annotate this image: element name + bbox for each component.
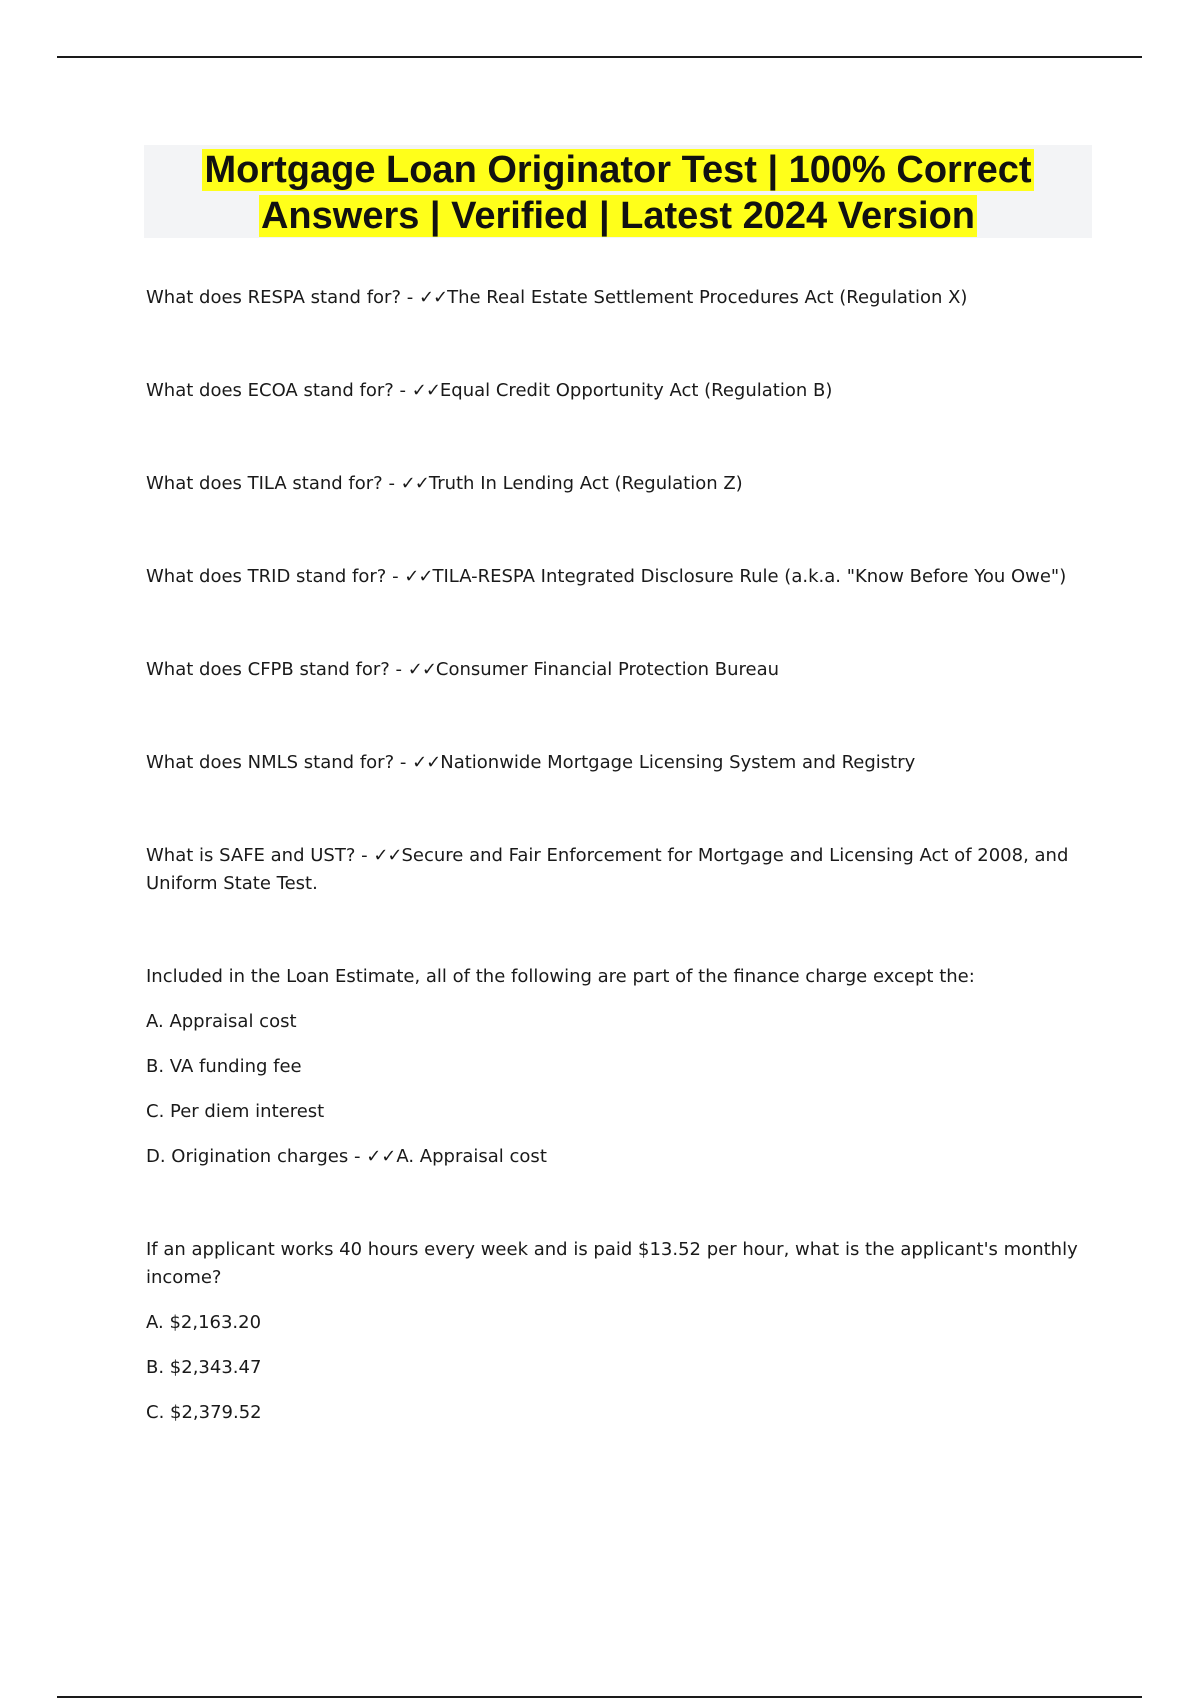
double-check-icon: ✓✓	[404, 566, 433, 587]
option-d-text: D. Origination charges -	[146, 1146, 367, 1167]
answer-text: Truth In Lending Act (Regulation Z)	[428, 473, 743, 494]
option-a: A. Appraisal cost	[146, 1011, 297, 1032]
document-title	[144, 145, 1092, 238]
answer-text: Equal Credit Opportunity Act (Regulation B)	[439, 380, 833, 401]
answer-text: Nationwide Mortgage Licensing System and Registry	[440, 752, 916, 773]
header-rule	[57, 56, 1142, 58]
option-b: B. $2,343.47	[146, 1357, 262, 1378]
qa-item-trid	[146, 563, 1086, 591]
answer-text: Consumer Financial Protection Bureau	[435, 659, 780, 680]
answer-text: The Real Estate Settlement Procedures Act (Regulation X)	[447, 287, 968, 308]
answer-text: TILA-RESPA Integrated Disclosure Rule (a.k.a. "Know Before You Owe")	[432, 566, 1067, 587]
question-text: What does TILA stand for? -	[146, 473, 401, 494]
question-text: What does RESPA stand for? -	[146, 287, 419, 308]
double-check-icon: ✓✓	[366, 1146, 397, 1167]
document-body	[146, 284, 1086, 1492]
option-d	[146, 1143, 1086, 1171]
qa-item-nmls	[146, 749, 1086, 777]
qa-item-tila	[146, 470, 1086, 498]
question-text: What does NMLS stand for? -	[146, 752, 413, 773]
double-check-icon: ✓✓	[373, 845, 402, 866]
double-check-icon: ✓✓	[418, 287, 448, 308]
option-b: B. VA funding fee	[146, 1056, 302, 1077]
question-stem: If an applicant works 40 hours every week and is paid $13.52 per hour, what is the applicant's monthly income?	[146, 1239, 1078, 1288]
title-line-2: Answers | Verified | Latest 2024 Version	[260, 195, 976, 237]
title-line-1: Mortgage Loan Originator Test | 100% Correct	[204, 149, 1032, 191]
option-a: A. $2,163.20	[146, 1312, 262, 1333]
option-c: C. Per diem interest	[146, 1101, 325, 1122]
double-check-icon: ✓✓	[400, 473, 429, 494]
footer-rule	[57, 1696, 1142, 1698]
qa-item-cfpb	[146, 656, 1086, 684]
answer-text: A. Appraisal cost	[396, 1146, 547, 1167]
question-text: What does CFPB stand for? -	[146, 659, 408, 680]
double-check-icon: ✓✓	[412, 752, 441, 773]
question-text: What is SAFE and UST? -	[146, 845, 374, 866]
question-text: What does TRID stand for? -	[146, 566, 405, 587]
mc-question-finance-charge	[146, 963, 1086, 1171]
question-stem: Included in the Loan Estimate, all of the following are part of the finance charge except the:	[146, 966, 975, 987]
qa-item-safe-ust	[146, 842, 1086, 898]
question-text: What does ECOA stand for? -	[146, 380, 412, 401]
option-c: C. $2,379.52	[146, 1402, 262, 1423]
qa-item-respa	[146, 284, 1086, 312]
double-check-icon: ✓✓	[411, 380, 440, 401]
qa-item-ecoa	[146, 377, 1086, 405]
mc-question-monthly-income	[146, 1236, 1086, 1427]
double-check-icon: ✓✓	[407, 659, 436, 680]
answer-text: Secure and Fair Enforcement for Mortgage and Licensing Act of 2008, and Uniform State Test.	[146, 845, 1069, 894]
